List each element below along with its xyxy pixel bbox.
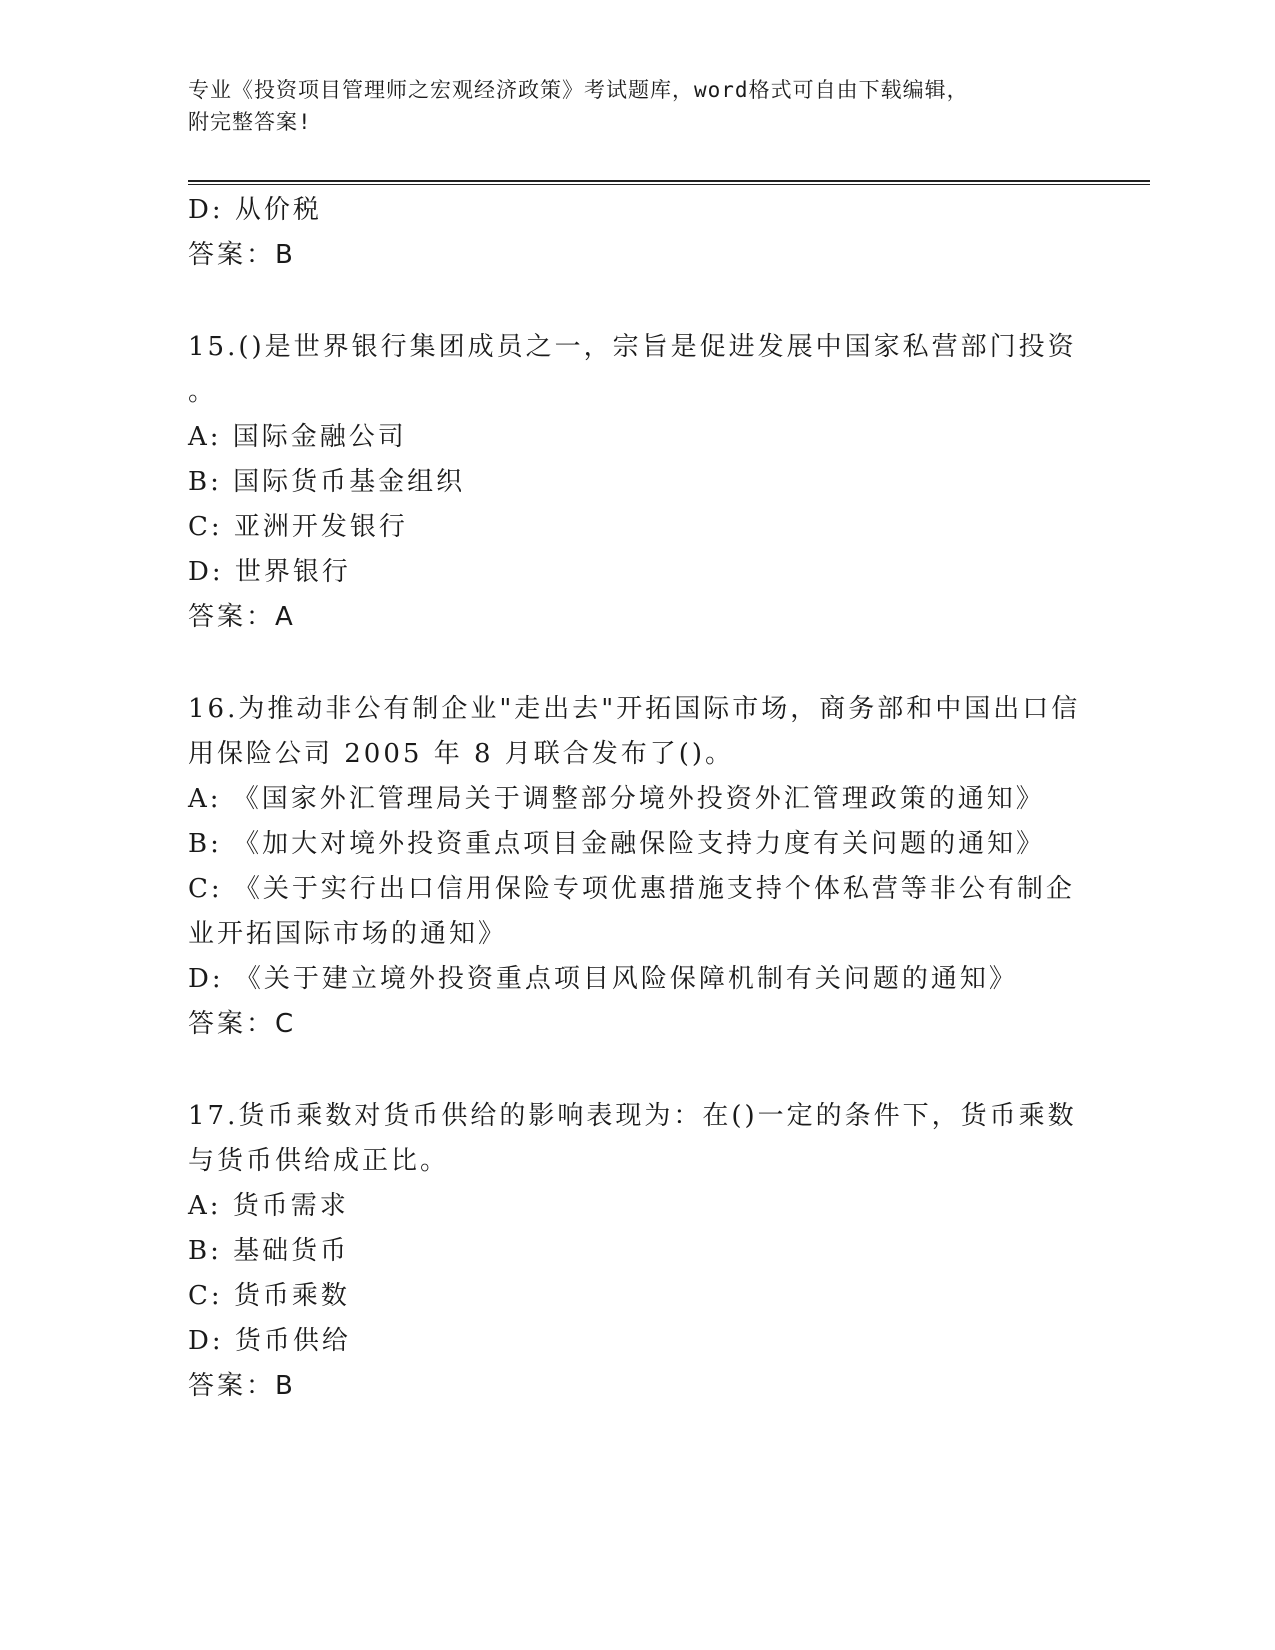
header-line-1: 专业《投资项目管理师之宏观经济政策》考试题库，word格式可自由下载编辑， [188,78,969,102]
question-stem-line: 17.货币乘数对货币供给的影响表现为：在()一定的条件下，货币乘数 [188,1101,1077,1131]
option-a: A: 货币需求 [188,1191,349,1221]
document-header [188,74,1068,138]
prev-option-d: D: 从价税 [188,195,322,225]
header-divider-thick [188,180,1150,182]
question-stem-line: 15.()是世界银行集团成员之一，宗旨是促进发展中国家私营部门投资 [188,332,1077,362]
option-c-continued: 业开拓国际市场的通知》 [188,919,508,949]
question-stem-line: 与货币供给成正比。 [188,1146,450,1176]
question-15 [188,325,1088,640]
option-c: C: 亚洲开发银行 [188,512,408,542]
header-divider-thin [188,184,1150,185]
question-stem-line: 16.为推动非公有制企业"走出去"开拓国际市场，商务部和中国出口信 [188,694,1081,724]
question-stem-line: 用保险公司 2005 年 8 月联合发布了()。 [188,739,735,769]
option-b: B: 国际货币基金组织 [188,467,466,497]
option-d: D: 世界银行 [188,557,351,587]
option-c: C: 货币乘数 [188,1281,350,1311]
answer: 答案：B [188,1371,296,1401]
answer: 答案：A [188,602,296,632]
option-d: D: 《关于建立境外投资重点项目风险保障机制有关问题的通知》 [188,964,1018,994]
question-list [188,188,1088,1409]
prev-answer: 答案：B [188,240,296,270]
answer: 答案：C [188,1009,297,1039]
option-b: B: 基础货币 [188,1236,350,1266]
question-17 [188,1094,1088,1409]
option-d: D: 货币供给 [188,1326,351,1356]
option-b: B: 《加大对境外投资重点项目金融保险支持力度有关问题的通知》 [188,829,1046,859]
question-stem-line: 。 [188,377,218,407]
option-a: A: 国际金融公司 [188,422,407,452]
header-line-2: 附完整答案! [188,110,312,134]
question-16 [188,687,1088,1047]
option-c: C: 《关于实行出口信用保险专项优惠措施支持个体私营等非公有制企 [188,874,1075,904]
option-a: A: 《国家外汇管理局关于调整部分境外投资外汇管理政策的通知》 [188,784,1045,814]
